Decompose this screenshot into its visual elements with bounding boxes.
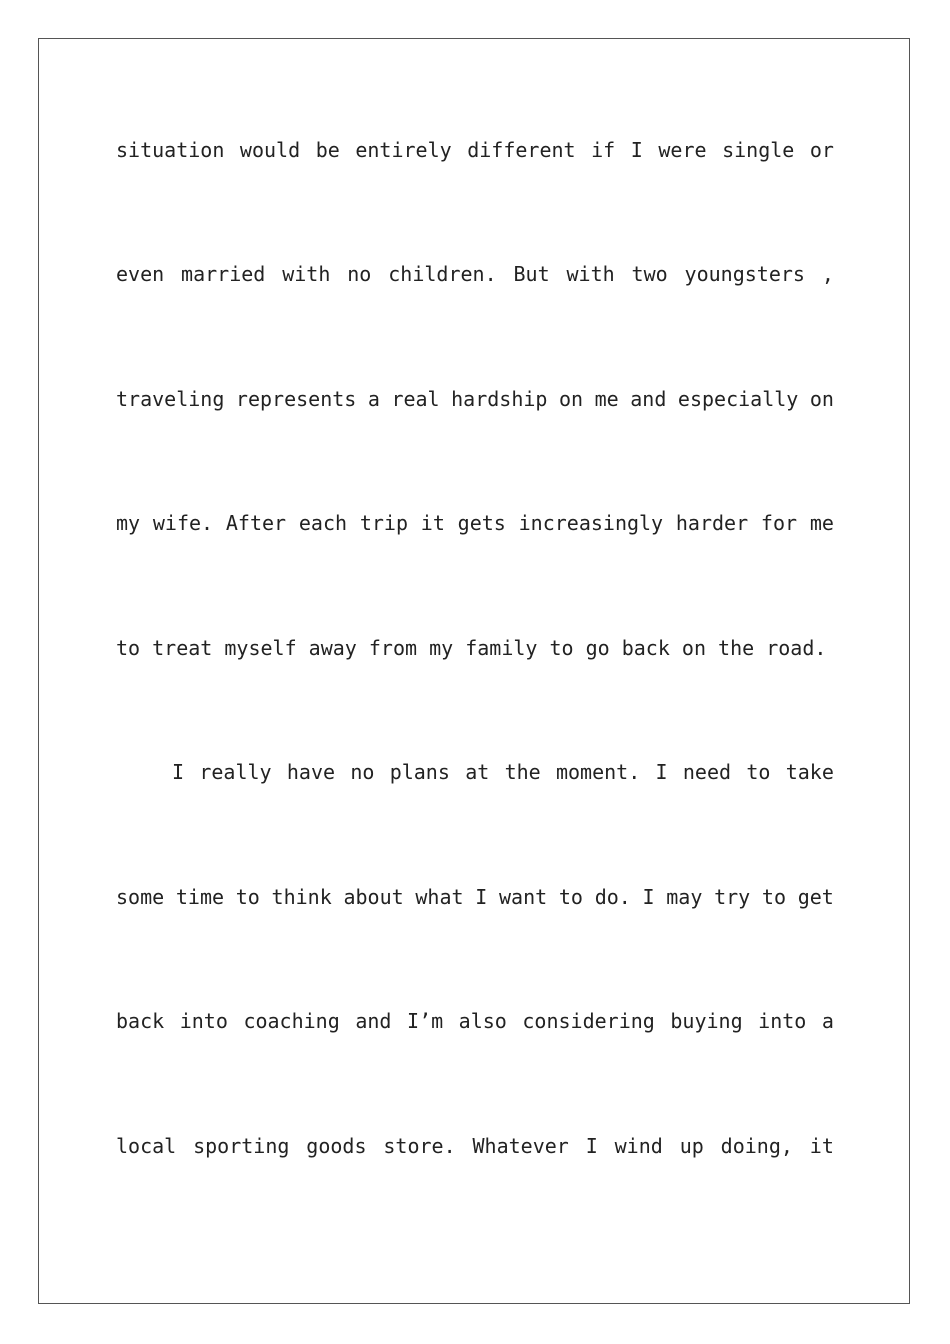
text-line-6: I really have no plans at the moment. I need to take [172,760,834,784]
text-line-2: even married with no children. But with two youngsters , [116,262,834,286]
text-line-8: back into coaching and I’m also considering buying into a [116,1009,834,1033]
text-line-5: to treat myself away from my family to go back on the road. [116,636,827,660]
text-line-7: some time to think about what I want to do. I may try to get [116,885,834,909]
text-line-4: my wife. After each trip it gets increasingly harder for me [116,511,834,535]
text-line-9: local sporting goods store. Whatever I wind up doing, it [116,1134,834,1158]
page-frame [38,38,910,1304]
text-line-3: traveling represents a real hardship on me and especially on [116,387,834,411]
text-line-1: situation would be entirely different if I were single or [116,138,834,162]
